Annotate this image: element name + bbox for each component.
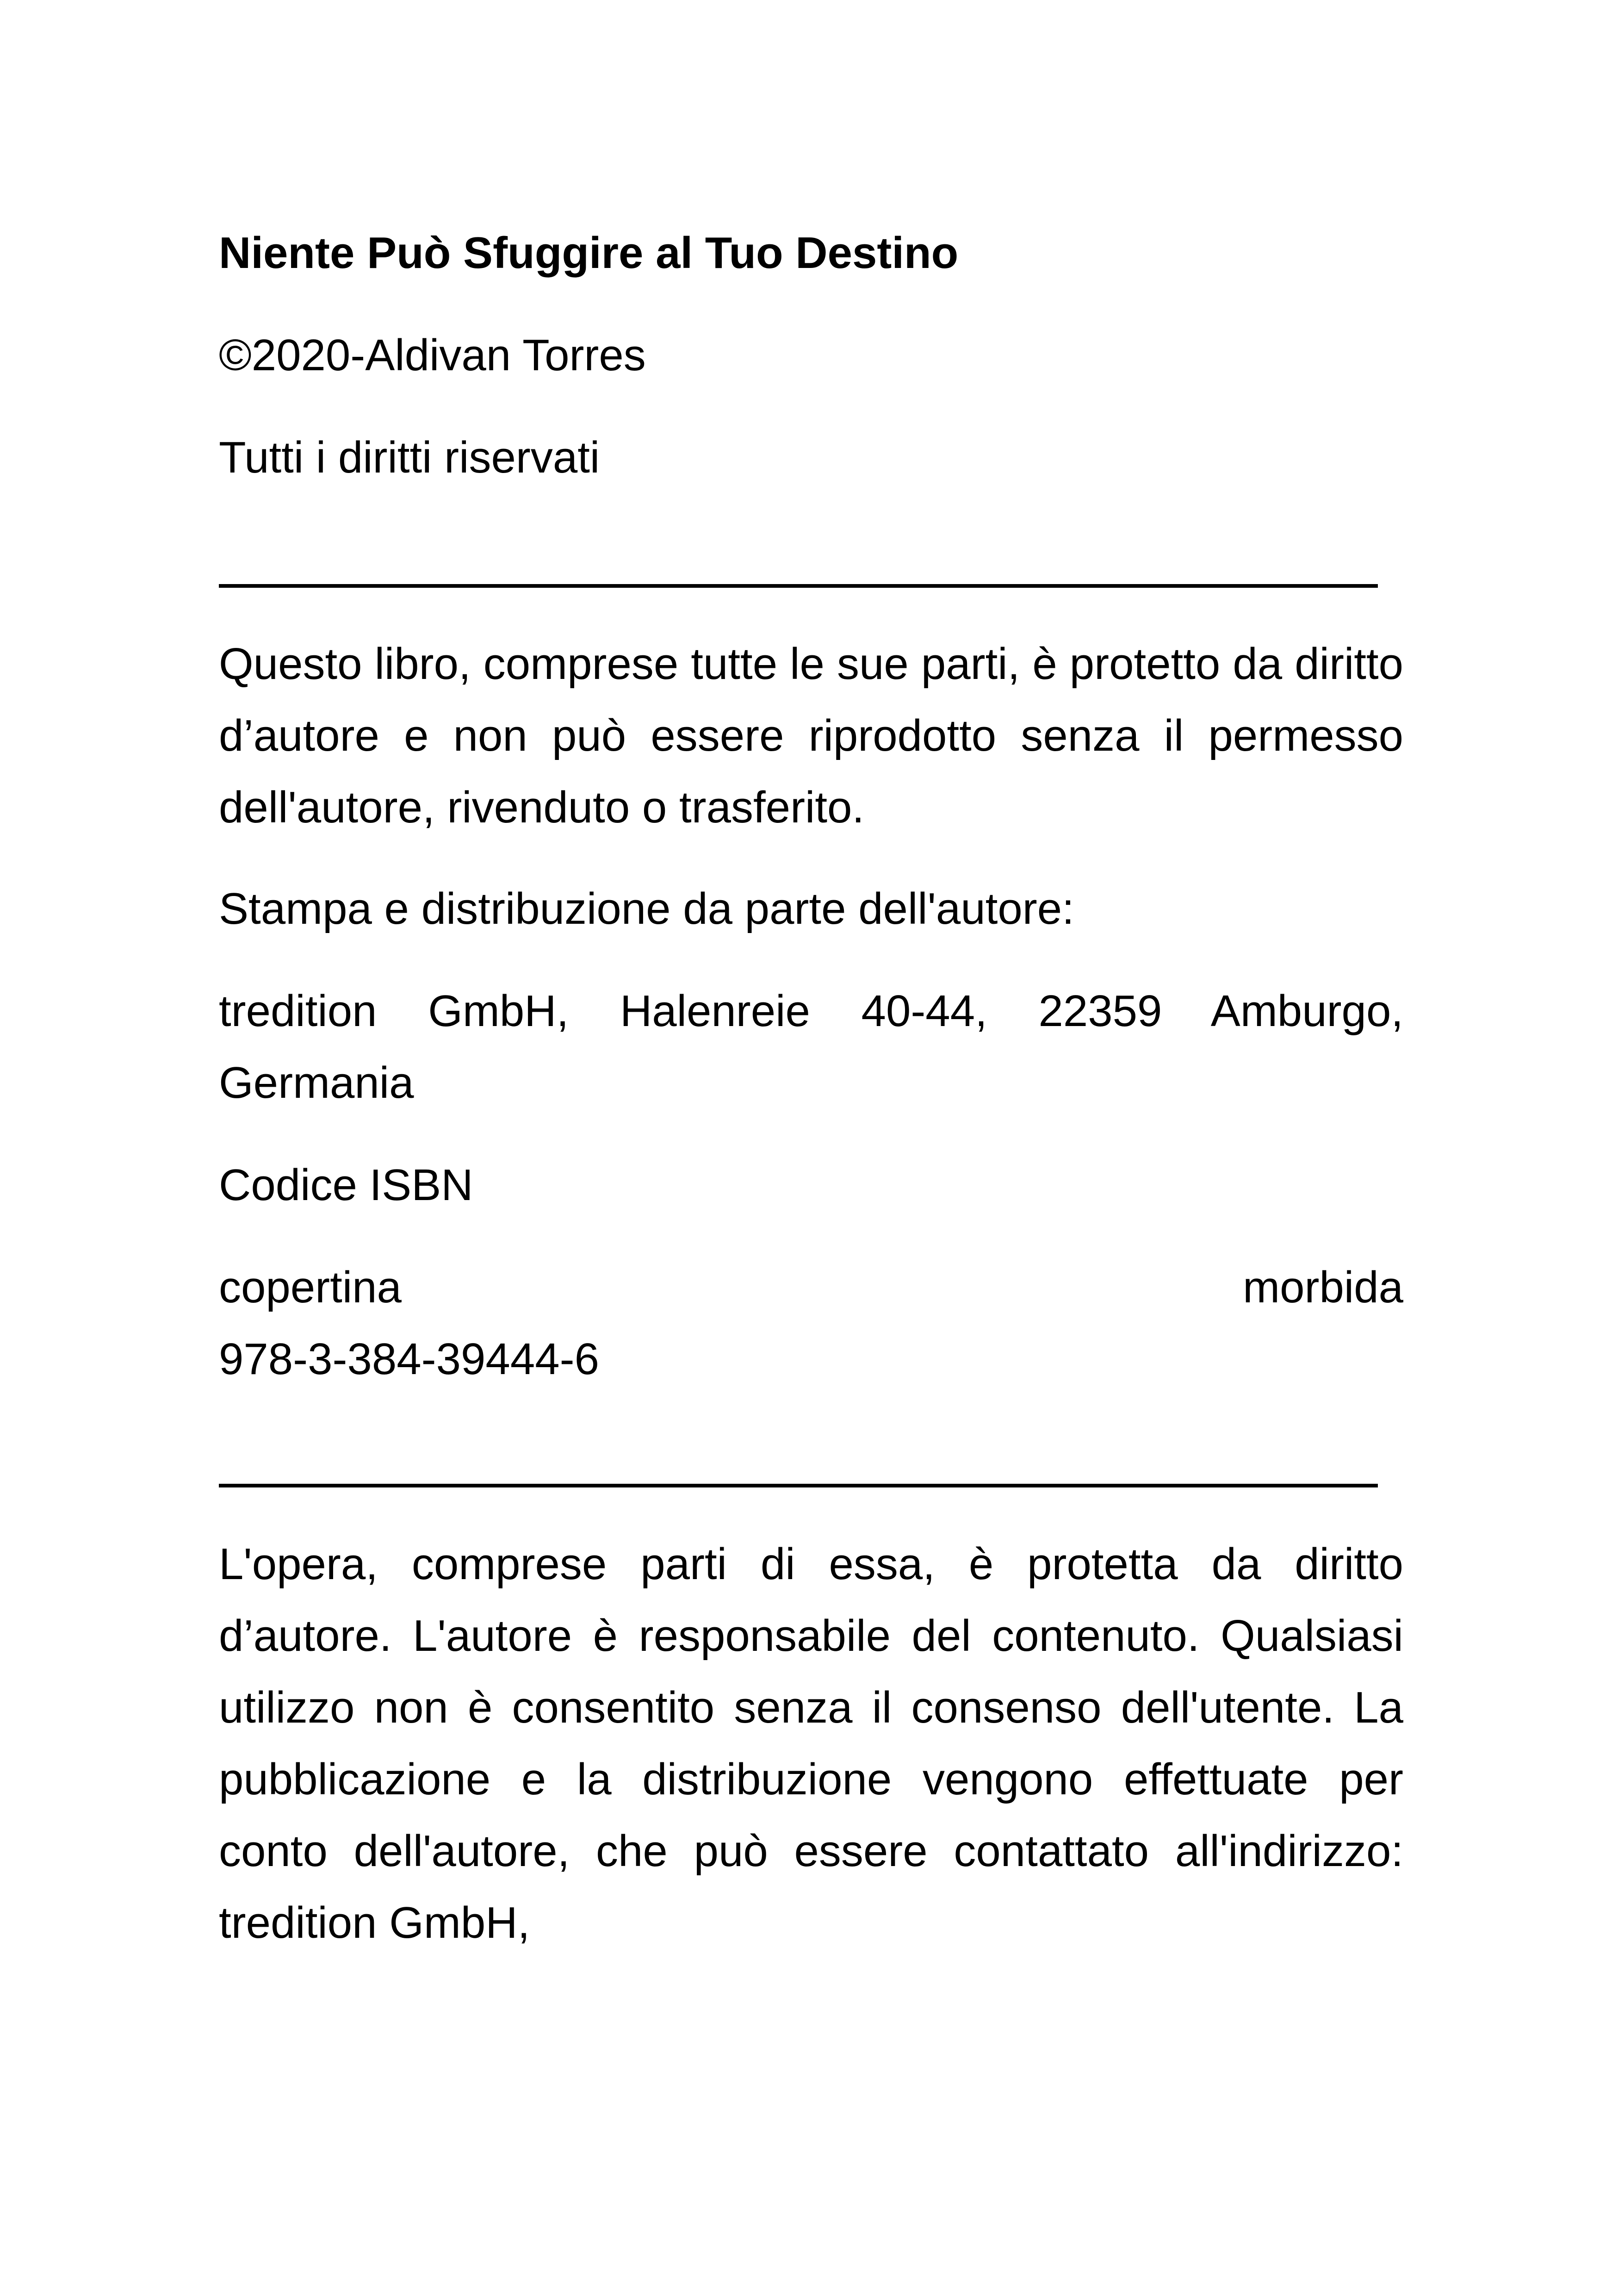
rights-reserved: Tutti i diritti riservati	[219, 433, 600, 482]
isbn-label: Codice ISBN	[219, 1160, 473, 1210]
isbn-format-line	[219, 1251, 1403, 1323]
divider-rule	[219, 1484, 1378, 1487]
publisher-address: tredition GmbH, Halenreie 40-44, 22359 Amburgo, Germania	[219, 986, 1403, 1108]
notice-paragraph: Questo libro, comprese tutte le sue parti, è protetto da diritto d’autore e non può essere riprodotto senza il permesso dell'autore, rivenduto o trasferito.	[219, 639, 1403, 832]
isbn-format-right: morbida	[1243, 1263, 1403, 1312]
copyright-line: ©2020-Aldivan Torres	[219, 330, 646, 380]
isbn-entry	[219, 1251, 1403, 1395]
isbn-format-left: copertina	[219, 1263, 402, 1312]
isbn-number: 978-3-384-39444-6	[219, 1334, 599, 1384]
legal-paragraph: L'opera, comprese parti di essa, è protetta da diritto d’autore. L'autore è responsabile del contenuto. Qualsiasi utilizzo non è consentito senza il consenso dell'utente. La pubblicazione e la distribuzione vengono effettuate per conto dell'autore, che può essere contattato all'indirizzo: tredition GmbH,	[219, 1539, 1403, 1948]
print-distribution-label: Stampa e distribuzione da parte dell'autore:	[219, 884, 1074, 933]
book-title: Niente Può Sfuggire al Tuo Destino	[219, 228, 959, 278]
divider-rule	[219, 584, 1378, 588]
copyright-page	[219, 0, 1403, 2296]
